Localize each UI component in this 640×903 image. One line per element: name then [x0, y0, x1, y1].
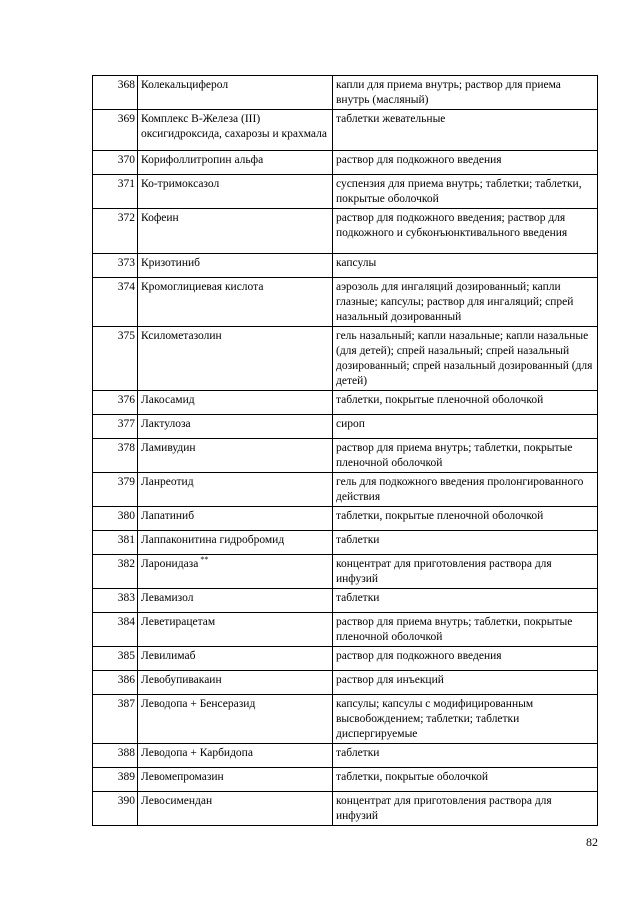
row-number: 387 — [93, 695, 138, 744]
row-number: 389 — [93, 768, 138, 792]
dosage-form: таблетки — [333, 744, 598, 768]
drug-name: Комплекс В-Железа (III) оксигидроксида, сахарозы и крахмала — [141, 113, 327, 140]
dosage-form: раствор для подкожного введения; раствор для подкожного и субконъюнктивального введения — [333, 209, 598, 254]
table-row — [93, 278, 598, 327]
dosage-form: раствор для приема внутрь; таблетки, покрытые пленочной оболочкой — [333, 613, 598, 647]
table-row — [93, 110, 598, 151]
drug-name: Ламивудин — [141, 442, 196, 454]
footnote-mark: ** — [200, 555, 209, 565]
row-number: 373 — [93, 254, 138, 278]
drug-name: Кофеин — [141, 212, 179, 224]
table-row — [93, 647, 598, 671]
table-row — [93, 792, 598, 826]
dosage-form: концентрат для приготовления раствора для инфузий — [333, 555, 598, 589]
drug-name-cell — [138, 531, 333, 555]
dosage-form: капли для приема внутрь; раствор для приема внутрь (масляный) — [333, 76, 598, 110]
drug-name-cell — [138, 76, 333, 110]
table-row — [93, 695, 598, 744]
dosage-form: раствор для подкожного введения — [333, 151, 598, 175]
drug-name-cell — [138, 391, 333, 415]
drug-name-cell — [138, 647, 333, 671]
drug-name-cell — [138, 473, 333, 507]
dosage-form: суспензия для приема внутрь; таблетки; таблетки, покрытые оболочкой — [333, 175, 598, 209]
drug-table — [92, 75, 598, 826]
row-number: 385 — [93, 647, 138, 671]
drug-name-cell — [138, 175, 333, 209]
drug-name-cell — [138, 415, 333, 439]
dosage-form: капсулы; капсулы с модифицированным высвобождением; таблетки; таблетки диспергируемые — [333, 695, 598, 744]
drug-name-cell — [138, 507, 333, 531]
drug-name-cell — [138, 768, 333, 792]
drug-name: Лаппаконитина гидробромид — [141, 534, 285, 546]
table-row — [93, 327, 598, 391]
table-row — [93, 613, 598, 647]
drug-name-cell — [138, 327, 333, 391]
drug-name-cell — [138, 555, 333, 589]
drug-name-cell — [138, 792, 333, 826]
drug-name: Кризотиниб — [141, 257, 200, 269]
dosage-form: раствор для инъекций — [333, 671, 598, 695]
table-row — [93, 76, 598, 110]
drug-name: Лакосамид — [141, 394, 195, 406]
table-row — [93, 391, 598, 415]
drug-table-body — [93, 76, 598, 826]
row-number: 380 — [93, 507, 138, 531]
drug-name: Ко-тримоксазол — [141, 178, 220, 190]
drug-name-cell — [138, 744, 333, 768]
drug-name-cell — [138, 613, 333, 647]
drug-name-cell — [138, 254, 333, 278]
drug-name: Левилимаб — [141, 650, 196, 662]
dosage-form: концентрат для приготовления раствора для инфузий — [333, 792, 598, 826]
dosage-form: аэрозоль для ингаляций дозированный; капли глазные; капсулы; раствор для ингаляций; спрей назальный дозированный — [333, 278, 598, 327]
dosage-form: гель назальный; капли назальные; капли назальные (для детей); спрей назальный; спрей назальный дозированный; спрей назальный дозированный (для детей) — [333, 327, 598, 391]
dosage-form: таблетки жевательные — [333, 110, 598, 151]
drug-name: Левомепромазин — [141, 771, 224, 783]
dosage-form: таблетки, покрытые оболочкой — [333, 768, 598, 792]
dosage-form: таблетки, покрытые пленочной оболочкой — [333, 391, 598, 415]
dosage-form: таблетки, покрытые пленочной оболочкой — [333, 507, 598, 531]
row-number: 369 — [93, 110, 138, 151]
table-row — [93, 209, 598, 254]
table-row — [93, 254, 598, 278]
drug-name: Левосимендан — [141, 795, 213, 807]
drug-name: Ланреотид — [141, 476, 194, 488]
table-row — [93, 439, 598, 473]
drug-name: Корифоллитропин альфа — [141, 154, 264, 166]
dosage-form: раствор для приема внутрь; таблетки, покрытые пленочной оболочкой — [333, 439, 598, 473]
row-number: 377 — [93, 415, 138, 439]
table-row — [93, 175, 598, 209]
row-number: 378 — [93, 439, 138, 473]
row-number: 383 — [93, 589, 138, 613]
row-number: 370 — [93, 151, 138, 175]
row-number: 381 — [93, 531, 138, 555]
table-row — [93, 555, 598, 589]
drug-name: Леводопа + Карбидопа — [141, 747, 253, 759]
table-row — [93, 507, 598, 531]
drug-name: Лактулоза — [141, 418, 191, 430]
row-number: 374 — [93, 278, 138, 327]
table-row — [93, 151, 598, 175]
dosage-form: сироп — [333, 415, 598, 439]
row-number: 386 — [93, 671, 138, 695]
drug-name: Лапатиниб — [141, 510, 195, 522]
drug-name: Колекальциферол — [141, 79, 229, 91]
table-row — [93, 589, 598, 613]
row-number: 372 — [93, 209, 138, 254]
drug-name-cell — [138, 151, 333, 175]
dosage-form: гель для подкожного введения пролонгированного действия — [333, 473, 598, 507]
row-number: 382 — [93, 555, 138, 589]
row-number: 376 — [93, 391, 138, 415]
row-number: 388 — [93, 744, 138, 768]
drug-name-cell — [138, 110, 333, 151]
drug-name: Кромоглициевая кислота — [141, 281, 264, 293]
table-row — [93, 671, 598, 695]
table-row — [93, 473, 598, 507]
row-number: 368 — [93, 76, 138, 110]
drug-name: Левамизол — [141, 592, 194, 604]
drug-name: Левобупивакаин — [141, 674, 222, 686]
drug-name: Ксилометазолин — [141, 330, 222, 342]
dosage-form: раствор для подкожного введения — [333, 647, 598, 671]
dosage-form: таблетки — [333, 531, 598, 555]
table-row — [93, 744, 598, 768]
drug-name-cell — [138, 671, 333, 695]
drug-name-cell — [138, 278, 333, 327]
table-row — [93, 531, 598, 555]
row-number: 379 — [93, 473, 138, 507]
page-number: 82 — [586, 835, 598, 849]
row-number: 384 — [93, 613, 138, 647]
drug-name: Ларонидаза — [141, 558, 199, 570]
drug-name-cell — [138, 589, 333, 613]
drug-name-cell — [138, 695, 333, 744]
row-number: 390 — [93, 792, 138, 826]
dosage-form: таблетки — [333, 589, 598, 613]
drug-name-cell — [138, 439, 333, 473]
row-number: 371 — [93, 175, 138, 209]
row-number: 375 — [93, 327, 138, 391]
table-row — [93, 768, 598, 792]
drug-name: Леветирацетам — [141, 616, 216, 628]
drug-name: Леводопа + Бенсеразид — [141, 698, 256, 710]
dosage-form: капсулы — [333, 254, 598, 278]
drug-name-cell — [138, 209, 333, 254]
table-row — [93, 415, 598, 439]
